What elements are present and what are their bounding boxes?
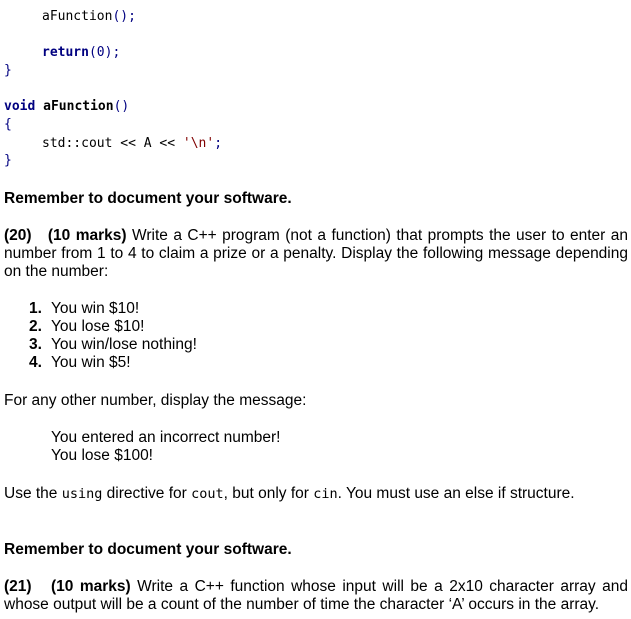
text-fragment: directive for xyxy=(102,485,192,502)
code-line-afunction-call xyxy=(42,8,136,26)
question-text: Write a C++ program (not a function) that prompts the user to enter an number from 1 to 4 to claim a prize or a penalty. Display the following message depending on the number: xyxy=(4,227,629,280)
list-item xyxy=(29,336,197,354)
question-text: Write a C++ function whose input will be a 2x10 character array and whose output will be a count of the number of time the character ‘A’ occurs in the array. xyxy=(4,578,628,613)
list-text: You lose $10! xyxy=(51,318,145,335)
text-fragment: Use the xyxy=(4,485,62,502)
penalty-message-line: You lose $100! xyxy=(51,447,153,464)
code-cin: cin xyxy=(313,486,338,502)
code-punct: (0); xyxy=(88,45,121,60)
code-cout-expr: std::cout << A << xyxy=(42,136,183,151)
list-number: 4. xyxy=(29,354,42,371)
list-number: 3. xyxy=(29,336,42,353)
list-text: You win $10! xyxy=(51,300,140,317)
question-marks: (10 marks) xyxy=(50,578,131,595)
code-open-brace: { xyxy=(4,117,12,132)
question-20 xyxy=(4,227,628,281)
code-func-name: aFunction xyxy=(43,99,114,114)
code-keyword-void: void xyxy=(4,99,36,114)
list-item xyxy=(29,318,144,336)
code-close-brace: } xyxy=(4,63,12,78)
code-cout: cout xyxy=(191,486,224,502)
code-close-brace: } xyxy=(4,153,12,168)
list-item xyxy=(29,354,131,372)
code-string-literal: '\n' xyxy=(182,136,215,151)
text-fragment: . You must use an else if structure. xyxy=(337,485,575,502)
reminder-heading: Remember to document your software. xyxy=(4,541,292,558)
code-line-void-decl xyxy=(4,98,129,116)
code-semicolon: ; xyxy=(214,136,223,151)
question-number: (20) xyxy=(4,227,32,244)
code-parens: () xyxy=(113,99,130,114)
other-number-text: For any other number, display the message: xyxy=(4,392,307,409)
code-line-return xyxy=(42,44,120,62)
list-number: 1. xyxy=(29,300,42,317)
list-text: You win/lose nothing! xyxy=(51,336,197,353)
code-punct: (); xyxy=(112,9,136,24)
code-ident: aFunction xyxy=(42,9,113,24)
using-directive-text xyxy=(4,485,628,503)
incorrect-message-line: You entered an incorrect number! xyxy=(51,429,281,446)
question-number: (21) xyxy=(4,578,32,595)
reminder-heading: Remember to document your software. xyxy=(4,190,292,207)
question-21 xyxy=(4,578,628,614)
list-item xyxy=(29,300,139,318)
code-using: using xyxy=(61,486,103,502)
list-number: 2. xyxy=(29,318,42,335)
code-line-cout xyxy=(42,135,222,153)
code-keyword-return: return xyxy=(42,45,89,60)
list-text: You win $5! xyxy=(51,354,131,371)
question-marks: (10 marks) xyxy=(47,227,127,244)
text-fragment: , but only for xyxy=(223,485,314,502)
